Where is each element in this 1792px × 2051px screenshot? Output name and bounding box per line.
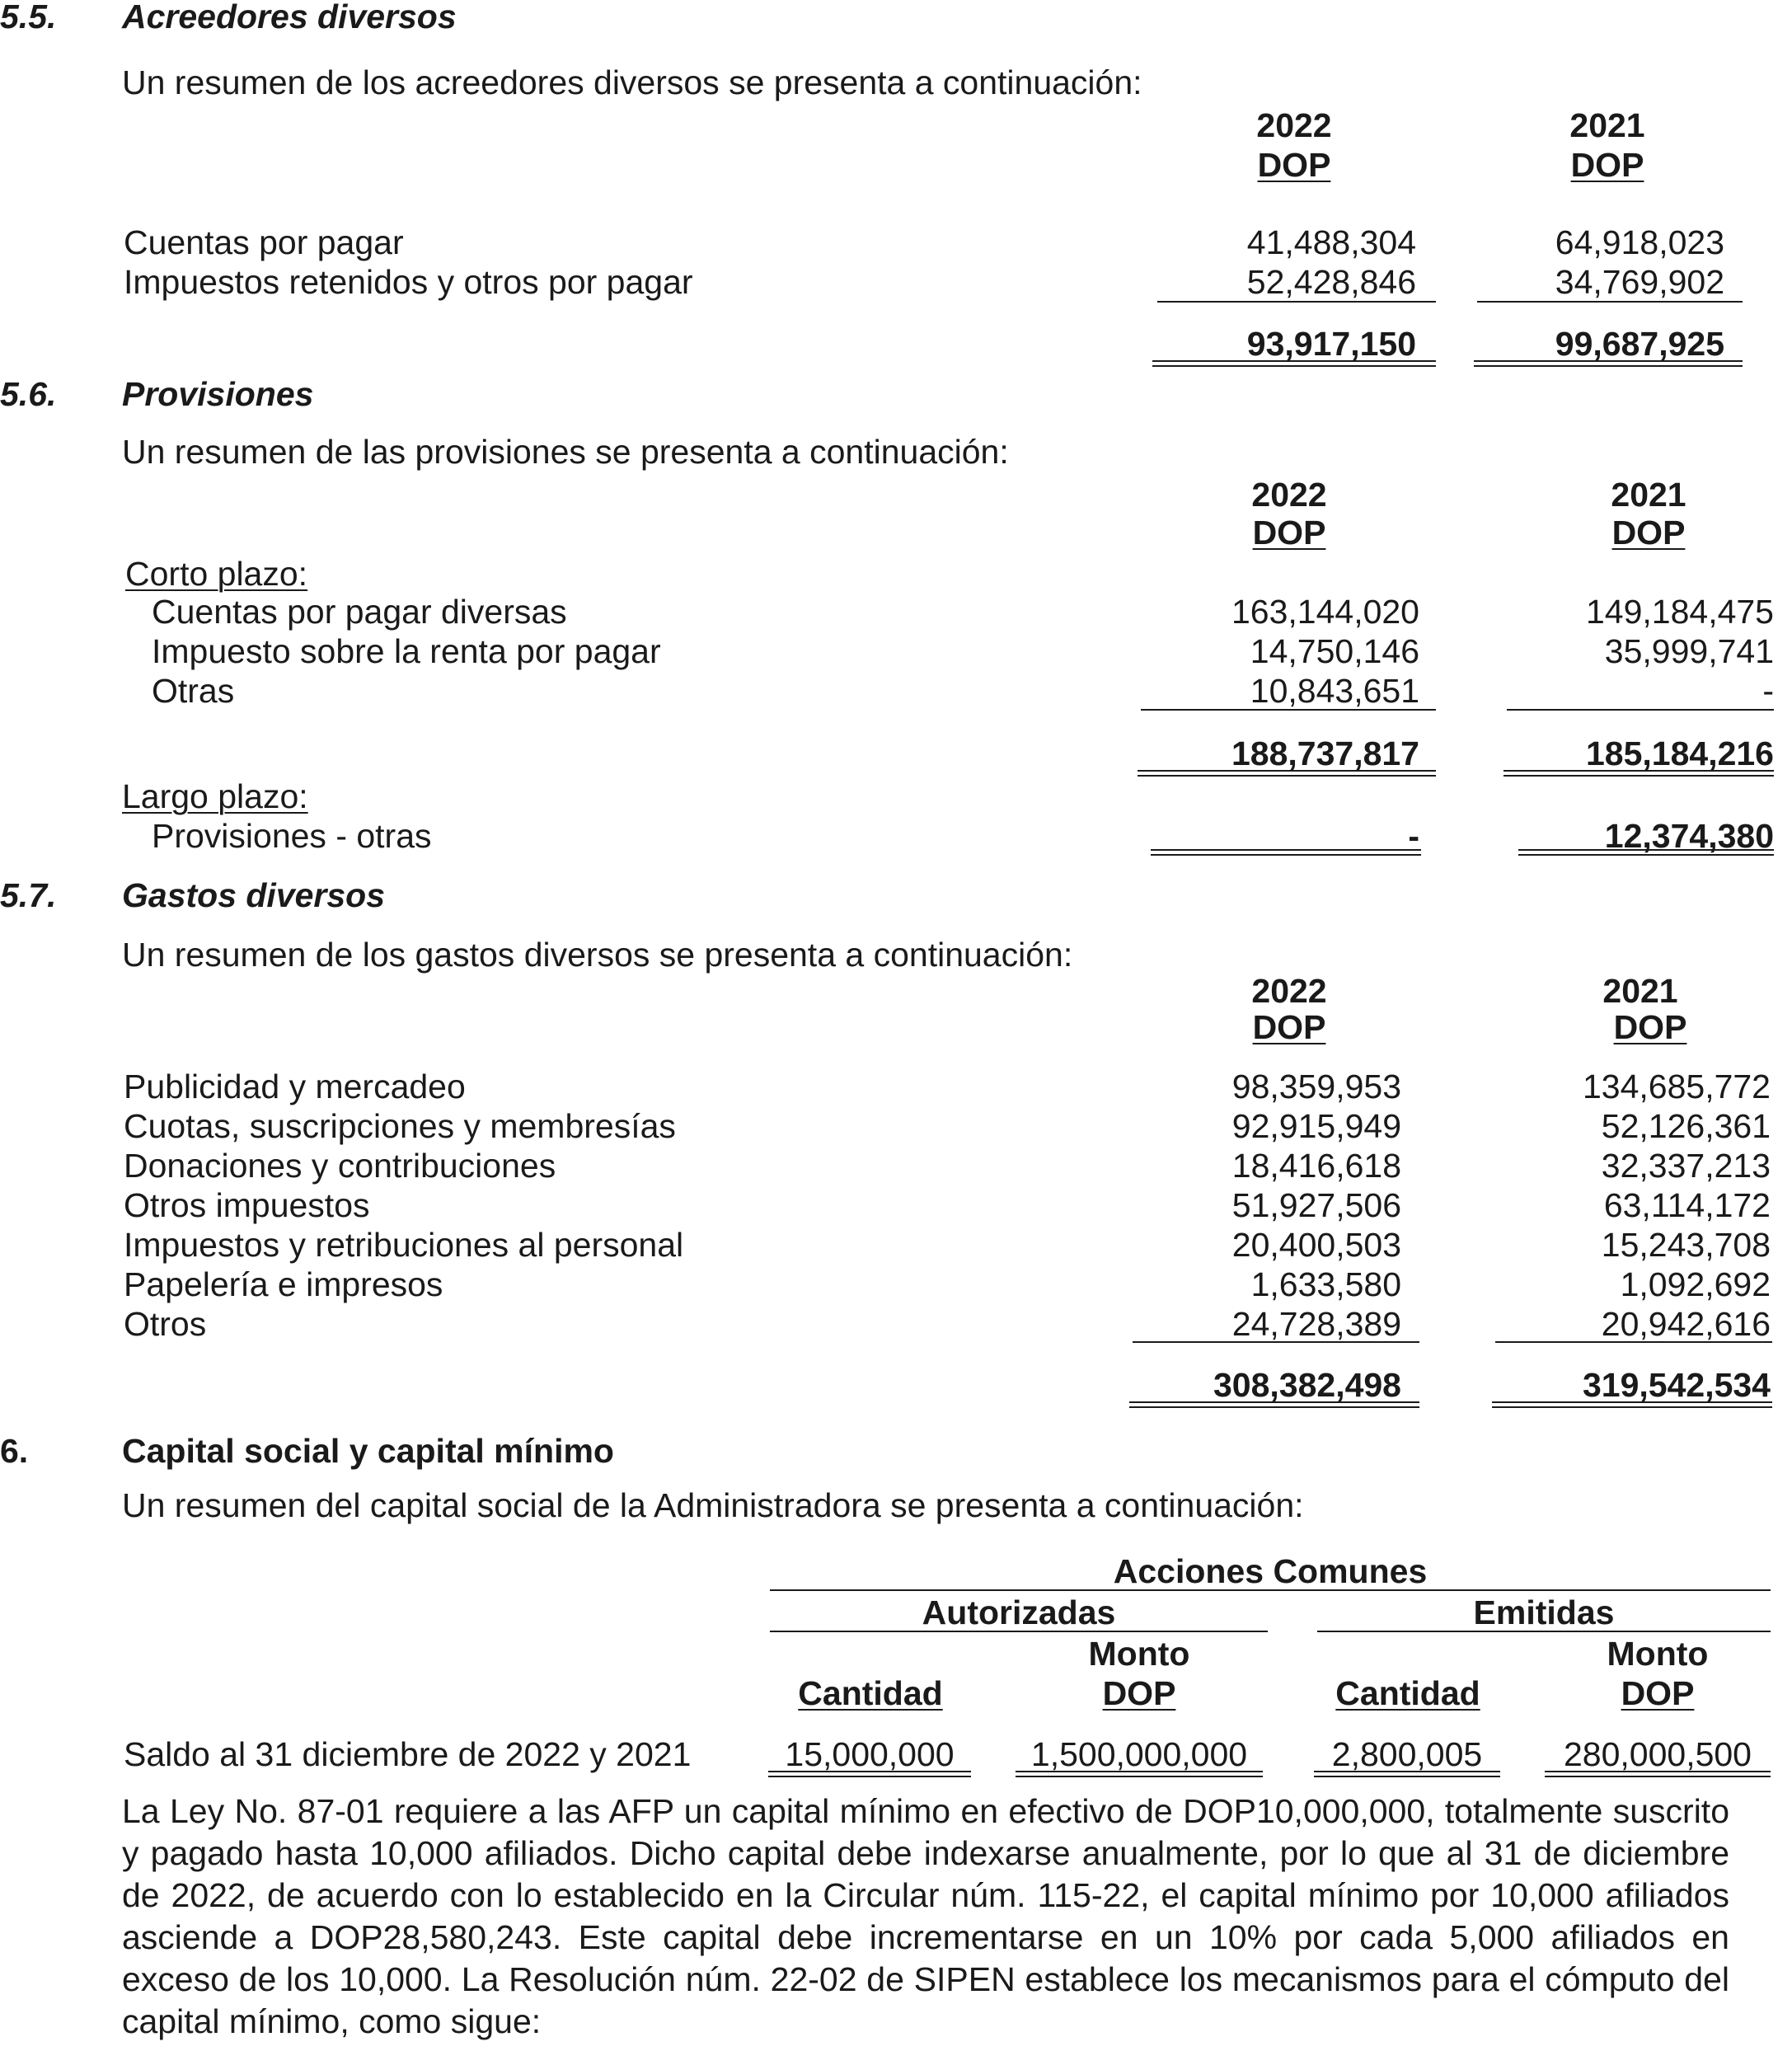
s55-subtotal-rule bbox=[1477, 301, 1743, 303]
s57-row-value-2021: 20,942,616 bbox=[1601, 1305, 1771, 1343]
section-5-7-number: 5.7. bbox=[0, 876, 57, 914]
section-6-number: 6. bbox=[0, 1432, 29, 1470]
s6-issued-quantity-header: Cantidad bbox=[1335, 1674, 1480, 1712]
s57-row-label: Otros impuestos bbox=[124, 1186, 370, 1224]
section-5-7-title: Gastos diversos bbox=[122, 876, 386, 914]
s57-row-value-2022: 92,915,949 bbox=[1231, 1107, 1401, 1145]
s6-auth-amount: 1,500,000,000 bbox=[1030, 1735, 1248, 1773]
section-6-intro: Un resumen del capital social de la Administradora se presenta a continuación: bbox=[122, 1486, 1304, 1524]
s56-row-label: Otras bbox=[152, 672, 235, 710]
s6-value-double-rule bbox=[1016, 1771, 1263, 1777]
s56-short-total-2022: 188,737,817 bbox=[1231, 735, 1419, 772]
s56-currency-2021: DOP bbox=[1611, 514, 1686, 551]
s55-row-value-2022: 52,428,846 bbox=[1246, 263, 1416, 301]
s6-issued-quantity: 2,800,005 bbox=[1331, 1735, 1483, 1773]
s6-issued-amount-header: Monto bbox=[1607, 1635, 1709, 1673]
s55-row-value-2022: 41,488,304 bbox=[1246, 223, 1416, 261]
s6-auth-currency-header: DOP bbox=[1102, 1674, 1176, 1712]
s57-currency-2022: DOP bbox=[1252, 1008, 1326, 1046]
s57-row-value-2022: 18,416,618 bbox=[1231, 1147, 1401, 1185]
section-5-6-intro: Un resumen de las provisiones se presenta a continuación: bbox=[122, 433, 1009, 471]
s57-row-value-2022: 20,400,503 bbox=[1231, 1226, 1401, 1264]
s57-row-label: Cuotas, suscripciones y membresías bbox=[124, 1107, 676, 1145]
s6-explanatory-paragraph: La Ley No. 87-01 requiere a las AFP un capital mínimo en efectivo de DOP10,000,000, totalmente suscrito y pagado hasta 10,000 afiliados. Dicho capital debe indexarse anualmente, por lo que al 31 de diciembre de 2022, de acuerdo con lo establecido en la Circular núm. 115-22, el capital mínimo por 10,000 afiliados asciende a DOP28,580,243. Este capital debe incrementarse en un 10% por cada 5,000 afiliados en exceso de los 10,000. La Resolución núm. 22-02 de SIPEN establece los mecanismos para el cómputo del capital mínimo, como sigue: bbox=[122, 1792, 1729, 2040]
s56-total-double-rule bbox=[1503, 770, 1774, 777]
s57-subtotal-rule bbox=[1133, 1341, 1419, 1343]
s56-long-double-rule bbox=[1518, 849, 1774, 856]
s56-long-row-value-2021: 12,374,380 bbox=[1604, 817, 1774, 855]
s56-subtotal-rule bbox=[1141, 709, 1436, 711]
s56-short-total-2021: 185,184,216 bbox=[1585, 735, 1774, 772]
s57-total-2022: 308,382,498 bbox=[1213, 1366, 1401, 1404]
s55-year-2021: 2021 bbox=[1569, 106, 1645, 144]
s57-year-2022: 2022 bbox=[1251, 972, 1327, 1010]
s6-group-rule bbox=[770, 1589, 1771, 1591]
s57-row-label: Publicidad y mercadeo bbox=[124, 1068, 466, 1105]
s56-long-row-value-2022: - bbox=[1408, 817, 1419, 855]
s55-subtotal-rule bbox=[1157, 301, 1436, 303]
s6-auth-quantity: 15,000,000 bbox=[785, 1735, 955, 1773]
s6-value-double-rule bbox=[1545, 1771, 1771, 1777]
s56-year-2022: 2022 bbox=[1251, 476, 1327, 514]
s57-row-value-2022: 98,359,953 bbox=[1231, 1068, 1401, 1105]
s55-total-2021: 99,687,925 bbox=[1555, 325, 1724, 363]
s57-currency-2021: DOP bbox=[1613, 1008, 1687, 1046]
s6-value-double-rule bbox=[1314, 1771, 1500, 1777]
s55-row-value-2021: 64,918,023 bbox=[1555, 223, 1724, 261]
s57-row-value-2021: 1,092,692 bbox=[1620, 1265, 1771, 1303]
s6-auth-amount-header: Monto bbox=[1088, 1635, 1190, 1673]
s57-row-label: Otros bbox=[124, 1305, 207, 1343]
section-5-7-intro: Un resumen de los gastos diversos se presenta a continuación: bbox=[122, 936, 1073, 974]
s57-row-value-2021: 15,243,708 bbox=[1601, 1226, 1771, 1264]
s6-issued-rule bbox=[1317, 1631, 1771, 1632]
s57-row-value-2021: 52,126,361 bbox=[1601, 1107, 1771, 1145]
section-5-6-title: Provisiones bbox=[122, 375, 314, 413]
s56-row-value-2021: 149,184,475 bbox=[1585, 593, 1774, 631]
s55-total-2022: 93,917,150 bbox=[1246, 325, 1416, 363]
s56-row-value-2022: 10,843,651 bbox=[1250, 672, 1419, 710]
s56-long-row-label: Provisiones - otras bbox=[152, 817, 432, 855]
s55-year-2022: 2022 bbox=[1256, 106, 1332, 144]
s56-short-term-label: Corto plazo: bbox=[125, 555, 308, 593]
s6-issued-header: Emitidas bbox=[1473, 1593, 1615, 1631]
s55-total-double-rule bbox=[1152, 360, 1436, 367]
s55-total-double-rule bbox=[1474, 360, 1743, 367]
s57-row-value-2021: 134,685,772 bbox=[1582, 1068, 1771, 1105]
s57-row-value-2022: 51,927,506 bbox=[1231, 1186, 1401, 1224]
s6-issued-amount: 280,000,500 bbox=[1563, 1735, 1752, 1773]
section-5-6-number: 5.6. bbox=[0, 375, 57, 413]
section-5-5-title: Acreedores diversos bbox=[122, 0, 457, 35]
s6-group-header: Acciones Comunes bbox=[1113, 1552, 1428, 1590]
s56-year-2021: 2021 bbox=[1611, 476, 1686, 514]
section-6-title: Capital social y capital mínimo bbox=[122, 1432, 614, 1470]
section-5-5-number: 5.5. bbox=[0, 0, 57, 35]
s57-row-label: Donaciones y contribuciones bbox=[124, 1147, 556, 1185]
s56-subtotal-rule bbox=[1507, 709, 1774, 711]
s57-row-value-2021: 32,337,213 bbox=[1601, 1147, 1771, 1185]
s57-total-2021: 319,542,534 bbox=[1582, 1366, 1771, 1404]
s56-row-value-2022: 163,144,020 bbox=[1231, 593, 1419, 631]
s56-total-double-rule bbox=[1138, 770, 1436, 777]
s6-auth-quantity-header: Cantidad bbox=[798, 1674, 943, 1712]
s57-row-value-2022: 1,633,580 bbox=[1250, 1265, 1401, 1303]
s57-row-label: Impuestos y retribuciones al personal bbox=[124, 1226, 684, 1264]
s6-issued-currency-header: DOP bbox=[1621, 1674, 1695, 1712]
s57-row-value-2022: 24,728,389 bbox=[1231, 1305, 1401, 1343]
s56-row-label: Cuentas por pagar diversas bbox=[152, 593, 567, 631]
s57-row-label: Papelería e impresos bbox=[124, 1265, 443, 1303]
s57-year-2021: 2021 bbox=[1602, 972, 1678, 1010]
s55-currency-2021: DOP bbox=[1570, 146, 1644, 184]
s55-row-label: Cuentas por pagar bbox=[124, 223, 404, 261]
s57-total-double-rule bbox=[1129, 1401, 1419, 1408]
s56-currency-2022: DOP bbox=[1252, 514, 1326, 551]
s55-currency-2022: DOP bbox=[1257, 146, 1331, 184]
s56-row-label: Impuesto sobre la renta por pagar bbox=[152, 632, 661, 670]
s57-row-value-2021: 63,114,172 bbox=[1603, 1186, 1771, 1224]
s56-long-term-label: Largo plazo: bbox=[122, 777, 308, 815]
s6-value-double-rule bbox=[768, 1771, 971, 1777]
s56-row-value-2021: 35,999,741 bbox=[1604, 632, 1774, 670]
s55-row-value-2021: 34,769,902 bbox=[1555, 263, 1724, 301]
s6-row-label: Saldo al 31 diciembre de 2022 y 2021 bbox=[124, 1735, 692, 1773]
s57-subtotal-rule bbox=[1495, 1341, 1772, 1343]
s55-row-label: Impuestos retenidos y otros por pagar bbox=[124, 263, 693, 301]
s56-row-value-2022: 14,750,146 bbox=[1250, 632, 1419, 670]
s57-total-double-rule bbox=[1492, 1401, 1772, 1408]
section-5-5-intro: Un resumen de los acreedores diversos se presenta a continuación: bbox=[122, 63, 1142, 101]
s56-row-value-2021: - bbox=[1762, 672, 1774, 710]
s6-authorized-header: Autorizadas bbox=[922, 1593, 1116, 1631]
s6-authorized-rule bbox=[770, 1631, 1268, 1632]
s56-long-double-rule bbox=[1151, 849, 1421, 856]
